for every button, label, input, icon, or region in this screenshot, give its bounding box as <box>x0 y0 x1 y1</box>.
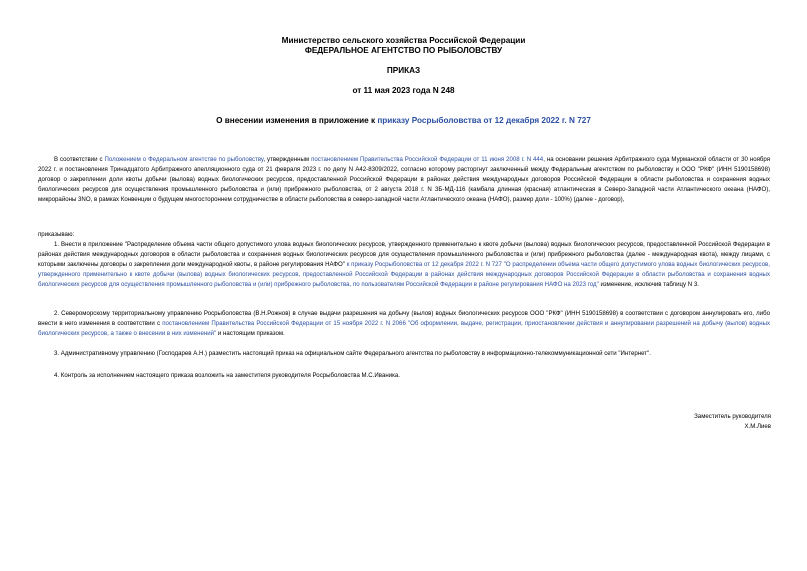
item-1-text-2: изменение, исключив таблицу N 3. <box>598 281 699 288</box>
government-decree-2066-link[interactable]: постановлением Правительства Российской Федерации от 15 ноября 2022 г. N 2066 "Об оформлении, выдаче, регистрации, приостановлении действия и аннулировании разрешений на добычу (вылов) водных биологических ресурсов, а также о внесении в них изменений" <box>38 320 770 337</box>
date-number-heading: от 11 мая 2023 года N 248 <box>352 86 455 95</box>
preamble-text-2: , утвержденным <box>263 156 312 163</box>
ministry-heading: Министерство сельского хозяйства Российской Федерации <box>281 36 526 45</box>
order-word: приказываю: <box>38 231 75 238</box>
item-2-text-1: 2. Североморскому территориальному управлению Росрыболовства (В.Н.Рожнов) в случае выдачи разрешения на добычу (вылов) водных биологических ресурсов ООО "РКФ" (ИНН 5190158698) в соответствии с договором аннулировать его, либо внести в него изменения в соответствии с <box>38 310 770 327</box>
signatory-position: Заместитель руководителя <box>694 413 771 420</box>
order-727-link[interactable]: к приказу Росрыболовства от 12 декабря 2022 г. N 727 "О распределении объема части общего допустимого улова водных биологических ресурсов, утвержденного применительно к квоте добычи (вылова) водных биологических ресурсов, предоставленной Российской Федерации в районах действия международных договоров Российской Федерации в области рыболовства и сохранения водных биологических ресурсов для осуществления промышленного рыболовства и (или) прибрежного рыболовства, по пользователям Российской Федерации в районе регулирования НАФО на 2023 год" <box>38 261 770 288</box>
regulation-link[interactable]: Положением о Федеральном агентстве по рыболовству <box>104 156 264 163</box>
agency-heading: ФЕДЕРАЛЬНОЕ АГЕНТСТВО ПО РЫБОЛОВСТВУ <box>304 46 503 55</box>
item-2-paragraph <box>38 309 770 339</box>
item-1-paragraph <box>38 240 770 290</box>
preamble-text-1: В соответствии с <box>54 156 105 163</box>
item-4-paragraph: 4. Контроль за исполнением настоящего приказа возложить на заместителя руководителя Росрыболовства М.С.Иваника. <box>54 372 400 379</box>
item-2-text-2: и настоящим приказом. <box>216 330 285 337</box>
signatory-name: Х.М.Лиев <box>744 423 771 430</box>
order-title <box>0 116 807 126</box>
order-title-link[interactable]: приказу Росрыболовства от 12 декабря 2022 г. N 727 <box>377 116 591 125</box>
preamble-text-3: , на основании решения Арбитражного суда Мурманской области от 30 ноября 2022 г. и постановления Тринадцатого Арбитражного апелляционного суда от 21 февраля 2023 г. по делу N А42-8309/2022, согласно которому расторгнут заключенный между Федеральным агентством по рыболовству и ООО "РКФ" (ИНН 5190158698) договор о закреплении доли квоты добычи (вылова) водных биологических ресурсов, предоставленной Российской Федерации в районах действия международных договоров Российской Федерации в области рыболовства и сохранения водных биологических ресурсов для осуществления промышленного рыболовства и (или) прибрежного рыболовства, от 2 августа 2018 г. N ЗБ-МД-116 (камбала длинная (красная) атлантическая в Северо-Западной части Атлантического океана (НАФО), микрорайоны 3NO, в рамках Конвенции о будущем многостороннем сотрудничестве в области рыболовства в северо-западной части Атлантического океана (НАФО), размер доли - 100%) (далее - договор), <box>38 156 771 203</box>
doc-type-heading: ПРИКАЗ <box>386 66 421 75</box>
item-3-paragraph: 3. Административному управлению (Господарев А.Н.) разместить настоящий приказ на официальном сайте Федерального агентства по рыболовству в информационно-телекоммуникационной сети "Интернет". <box>54 350 651 357</box>
item-1-text-1: 1. Внести в приложение "Распределение объема части общего допустимого улова водных биологических ресурсов, утвержденного применительно к квоте добычи (вылова) водных биологических ресурсов, предоставленной Российской Федерации в районах действия международных договоров в области рыболовства и сохранения водных биологических ресурсов для осуществления промышленного рыболовства и (или) прибрежного рыболовства (далее - международная квота), между лицами, с которыми заключены договоры о закреплении доли международной квоты, в районе регулирования НАФО" <box>38 241 770 268</box>
order-title-text: О внесении изменения в приложение к <box>216 116 378 125</box>
government-decree-444-link[interactable]: постановлением Правительства Российской Федерации от 11 июня 2008 г. N 444 <box>311 156 544 163</box>
preamble-paragraph <box>38 155 770 205</box>
